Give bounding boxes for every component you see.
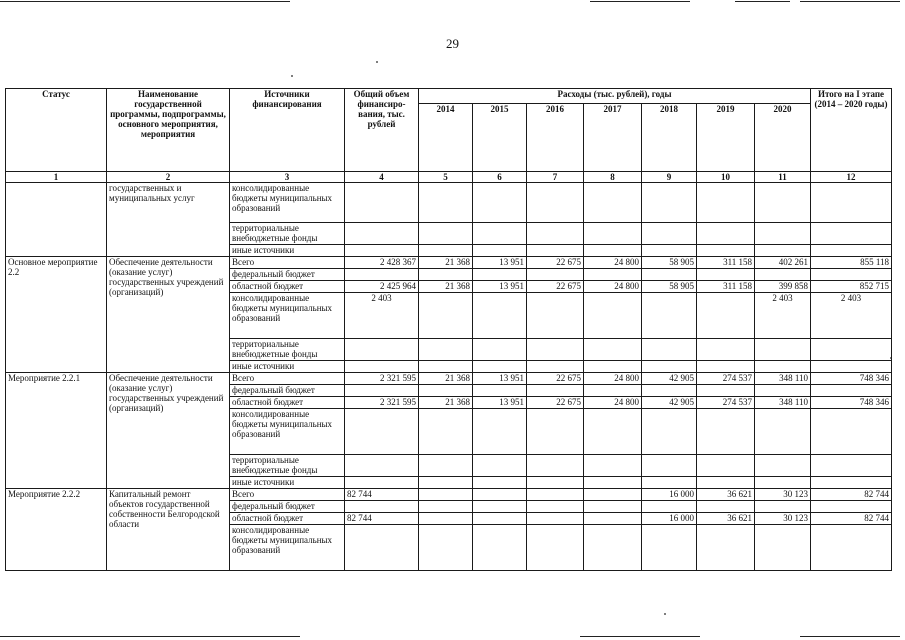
total-cell: 2 425 964 xyxy=(345,281,419,293)
source-cell: иные источники xyxy=(230,361,345,373)
table-row xyxy=(6,489,892,501)
value-cell: 311 158 xyxy=(697,281,755,293)
table-row xyxy=(6,183,892,223)
value-cell: 13 951 xyxy=(473,373,527,385)
stage-total-cell: 82 744 xyxy=(811,513,892,525)
value-cell: 16 000 xyxy=(642,489,697,501)
financing-table xyxy=(5,88,892,571)
total-cell: 2 321 595 xyxy=(345,397,419,409)
stage-total-cell: 82 744 xyxy=(811,489,892,501)
source-cell: федеральный бюджет xyxy=(230,385,345,397)
source-cell: областной бюджет xyxy=(230,397,345,409)
page-number: 29 xyxy=(446,36,459,51)
header-status: Статус xyxy=(6,89,107,172)
status-cell: Мероприятие 2.2.1 xyxy=(6,373,107,489)
total-cell: 2 321 595 xyxy=(345,373,419,385)
source-cell: Всего xyxy=(230,257,345,269)
value-cell: 24 800 xyxy=(584,257,642,269)
column-number: 12 xyxy=(811,172,892,183)
header-name: Наименование государственной программы, подпрограммы, основного мероприятия, мероприятия xyxy=(107,89,230,172)
source-cell: консолидированные бюджеты муниципальных образований xyxy=(230,409,345,455)
value-cell: 21 368 xyxy=(419,397,473,409)
header-year: 2017 xyxy=(584,104,642,172)
status-cell xyxy=(6,183,107,257)
column-number: 7 xyxy=(527,172,584,183)
value-cell: 274 537 xyxy=(697,373,755,385)
value-cell: 402 261 xyxy=(755,257,811,269)
value-cell: 21 368 xyxy=(419,257,473,269)
value-cell: 22 675 xyxy=(527,257,584,269)
value-cell: 30 123 xyxy=(755,513,811,525)
status-cell: Мероприятие 2.2.2 xyxy=(6,489,107,571)
value-cell: 22 675 xyxy=(527,373,584,385)
source-cell: иные источники xyxy=(230,477,345,489)
header-sources: Источники финансирования xyxy=(230,89,345,172)
value-cell: 21 368 xyxy=(419,281,473,293)
value-cell: 36 621 xyxy=(697,513,755,525)
value-cell: 13 951 xyxy=(473,281,527,293)
column-number: 11 xyxy=(755,172,811,183)
column-number: 10 xyxy=(697,172,755,183)
source-cell: консолидированные бюджеты муниципальных образований xyxy=(230,525,345,571)
source-cell: территориальные внебюджетные фонды xyxy=(230,455,345,477)
value-cell: 22 675 xyxy=(527,397,584,409)
value-cell: 21 368 xyxy=(419,373,473,385)
source-cell: консолидированные бюджеты муниципальных образований xyxy=(230,183,345,223)
column-number-row xyxy=(6,172,892,183)
column-number: 6 xyxy=(473,172,527,183)
value-cell: 13 951 xyxy=(473,257,527,269)
stage-total-cell: 748 346 xyxy=(811,397,892,409)
header-year: 2016 xyxy=(527,104,584,172)
table-row xyxy=(6,373,892,385)
stage-total-cell: 855 118 xyxy=(811,257,892,269)
value-cell: 348 110 xyxy=(755,373,811,385)
value-cell: 24 800 xyxy=(584,373,642,385)
value-cell: 348 110 xyxy=(755,397,811,409)
stage-total-cell: 852 715 xyxy=(811,281,892,293)
header-year: 2019 xyxy=(697,104,755,172)
value-cell: 58 905 xyxy=(642,257,697,269)
stage-total-cell: 2 403 xyxy=(811,293,892,339)
column-number: 5 xyxy=(419,172,473,183)
column-number: 1 xyxy=(6,172,107,183)
header-stage-total: Итого на I этапе (2014 – 2020 годы) xyxy=(811,89,892,172)
source-cell: областной бюджет xyxy=(230,513,345,525)
source-cell: иные источники xyxy=(230,245,345,257)
name-cell: государственных и муниципальных услуг xyxy=(107,183,230,257)
total-cell: 2 428 367 xyxy=(345,257,419,269)
header-year: 2018 xyxy=(642,104,697,172)
header-year: 2015 xyxy=(473,104,527,172)
source-cell: федеральный бюджет xyxy=(230,269,345,281)
header-expenses: Расходы (тыс. рублей), годы xyxy=(419,89,811,104)
value-cell: 24 800 xyxy=(584,397,642,409)
column-number: 9 xyxy=(642,172,697,183)
source-cell: консолидированные бюджеты муниципальных образований xyxy=(230,293,345,339)
source-cell: территориальные внебюджетные фонды xyxy=(230,223,345,245)
header-year: 2020 xyxy=(755,104,811,172)
source-cell: федеральный бюджет xyxy=(230,501,345,513)
header-total: Общий объем финансиро-вания, тыс. рублей xyxy=(345,89,419,172)
value-cell: 13 951 xyxy=(473,397,527,409)
total-cell: 82 744 xyxy=(345,489,419,501)
value-cell: 311 158 xyxy=(697,257,755,269)
value-cell: 24 800 xyxy=(584,281,642,293)
value-cell: 399 858 xyxy=(755,281,811,293)
column-number: 3 xyxy=(230,172,345,183)
value-cell: 42 905 xyxy=(642,397,697,409)
column-number: 2 xyxy=(107,172,230,183)
source-cell: областной бюджет xyxy=(230,281,345,293)
value-cell: 2 403 xyxy=(755,293,811,339)
source-cell: Всего xyxy=(230,373,345,385)
value-cell: 274 537 xyxy=(697,397,755,409)
header-year: 2014 xyxy=(419,104,473,172)
stage-total-cell: 748 346 xyxy=(811,373,892,385)
name-cell: Обеспечение деятельности (оказание услуг) государственных учреждений (организаций) xyxy=(107,257,230,373)
source-cell: территориальные внебюджетные фонды xyxy=(230,339,345,361)
total-cell: 82 744 xyxy=(345,513,419,525)
total-cell: 2 403 xyxy=(345,293,419,339)
column-number: 4 xyxy=(345,172,419,183)
source-cell: Всего xyxy=(230,489,345,501)
value-cell: 36 621 xyxy=(697,489,755,501)
value-cell: 30 123 xyxy=(755,489,811,501)
value-cell: 58 905 xyxy=(642,281,697,293)
status-cell: Основное мероприятие 2.2 xyxy=(6,257,107,373)
table-row xyxy=(6,257,892,269)
name-cell: Обеспечение деятельности (оказание услуг) государственных учреждений (организаций) xyxy=(107,373,230,489)
value-cell: 22 675 xyxy=(527,281,584,293)
name-cell: Капитальный ремонт объектов государственной собственности Белгородской области xyxy=(107,489,230,571)
column-number: 8 xyxy=(584,172,642,183)
value-cell: 16 000 xyxy=(642,513,697,525)
value-cell: 42 905 xyxy=(642,373,697,385)
